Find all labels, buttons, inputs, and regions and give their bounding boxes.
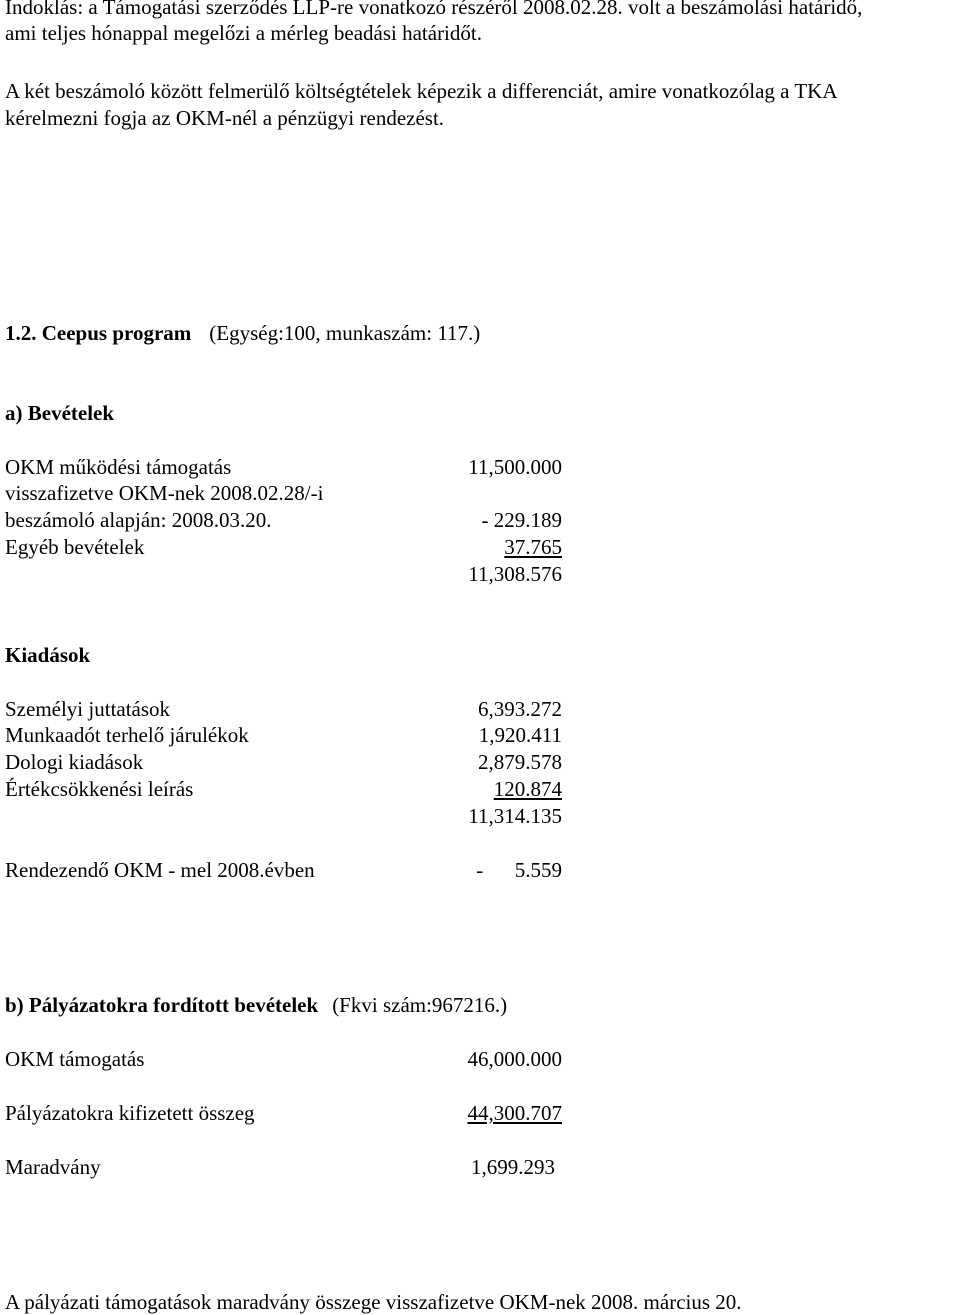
- material-label: Dologi kiadások: [5, 750, 144, 774]
- refund-label-1: visszafizetve OKM-nek 2008.02.28/-i: [5, 481, 324, 505]
- footer-text: A pályázati támogatások maradvány összege visszafizetve OKM-nek 2008. március 20.: [5, 1290, 742, 1314]
- revenue-total: 11,308.576: [468, 562, 562, 586]
- material-value: 2,879.578: [478, 750, 562, 774]
- settle-value: - 5.559: [476, 858, 562, 882]
- paid-label: Pályázatokra kifizetett összeg: [5, 1101, 255, 1125]
- revenues-heading: a) Bevételek: [5, 401, 115, 425]
- intro-line-4: kérelmezni fogja az OKM-nél a pénzügyi rendezést.: [5, 106, 445, 130]
- personnel-label: Személyi juttatások: [5, 697, 171, 721]
- okm-grant-value: 46,000.000: [467, 1047, 562, 1071]
- section-b-heading: [5, 992, 507, 1018]
- intro-line-3: A két beszámoló között felmerülő költségtételek képezik a differenciát, amire vonatkozólag a TKA: [5, 79, 838, 103]
- section-b-title: b) Pályázatokra fordított bevételek: [5, 993, 319, 1017]
- other-revenue-value: [390, 534, 562, 560]
- personnel-value: 6,393.272: [478, 697, 562, 721]
- intro-line-1: Indoklás: a Támogatási szerződés LLP-re vonatkozó részéről 2008.02.28. volt a beszámolási határidő,: [5, 0, 863, 19]
- okm-support-label: OKM működési támogatás: [5, 455, 232, 479]
- refund-value: - 229.189: [481, 508, 562, 532]
- remainder-label: Maradvány: [5, 1155, 101, 1179]
- settle-label: Rendezendő OKM - mel 2008.évben: [5, 858, 315, 882]
- depreciation-label: Értékcsökkenési leírás: [5, 777, 194, 801]
- paid-amount: 44,300.707: [467, 1101, 562, 1125]
- depreciation-amount: 120.874: [493, 777, 562, 801]
- expenses-heading: Kiadások: [5, 643, 91, 667]
- section-heading: [5, 320, 480, 346]
- section-subtitle: (Egység:100, munkaszám: 117.): [209, 321, 481, 345]
- contrib-value: 1,920.411: [478, 723, 562, 747]
- expenses-total: 11,314.135: [468, 804, 562, 828]
- refund-label-2: beszámoló alapján: 2008.03.20.: [5, 508, 272, 532]
- section-title: 1.2. Ceepus program: [5, 321, 192, 345]
- okm-grant-label: OKM támogatás: [5, 1047, 145, 1071]
- intro-line-2: ami teljes hónappal megelőzi a mérleg beadási határidőt.: [5, 21, 482, 45]
- okm-support-value: 11,500.000: [468, 455, 562, 479]
- paid-value: [390, 1100, 562, 1126]
- depreciation-value: [390, 776, 562, 802]
- other-revenue-label: Egyéb bevételek: [5, 535, 145, 559]
- other-revenue-amount: 37.765: [504, 535, 562, 559]
- remainder-value: 1,699.293: [471, 1155, 555, 1179]
- section-b-subtitle: (Fkvi szám:967216.): [332, 993, 508, 1017]
- contrib-label: Munkaadót terhelő járulékok: [5, 723, 249, 747]
